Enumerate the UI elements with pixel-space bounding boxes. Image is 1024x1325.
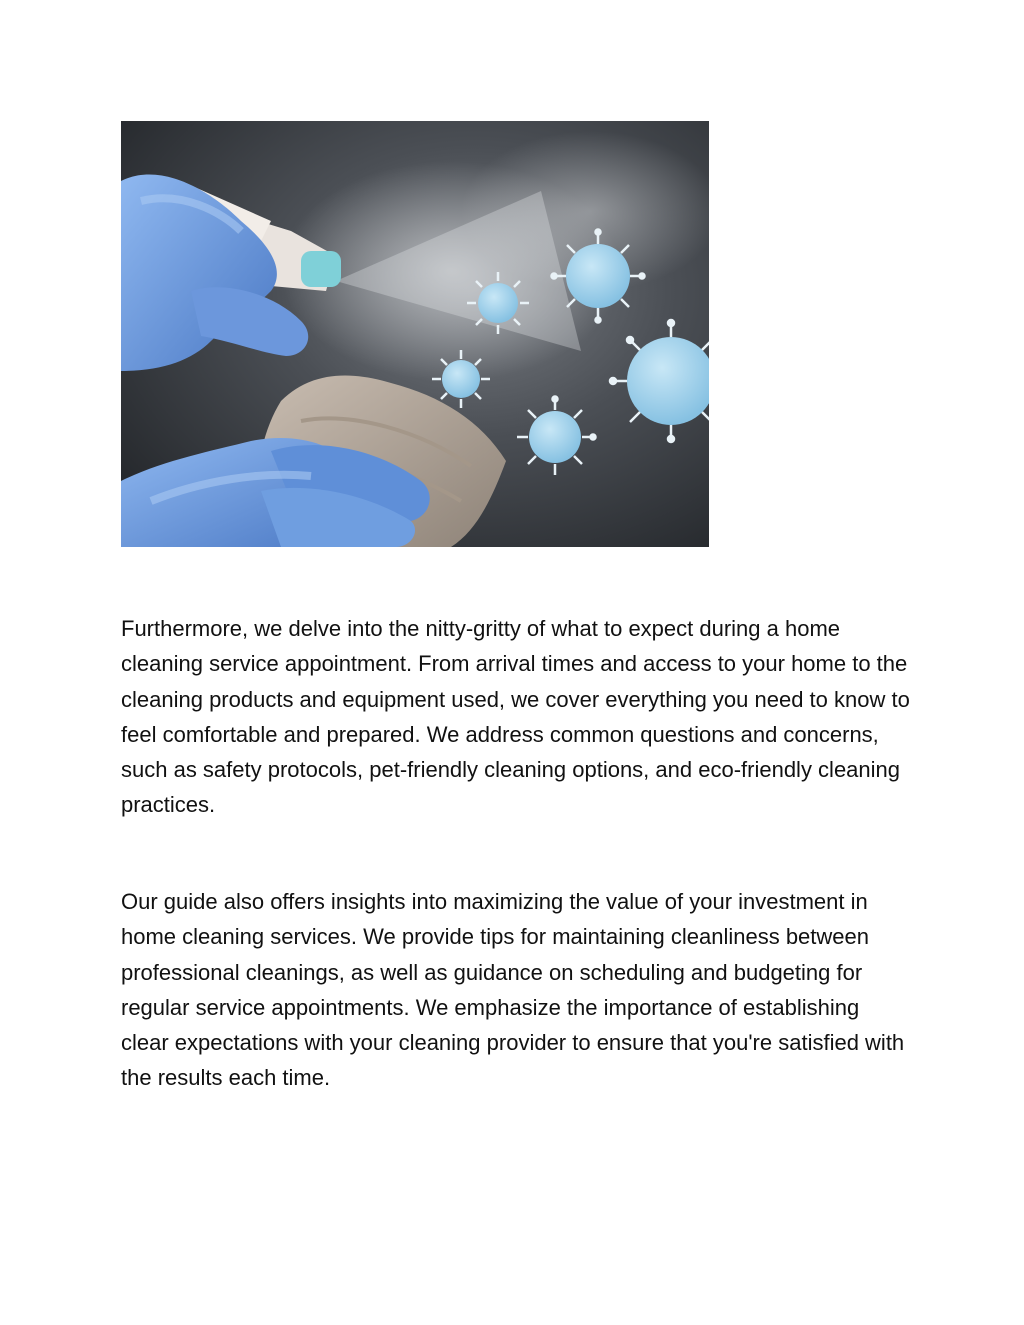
body-paragraph-2: Our guide also offers insights into maximizing the value of your investment in home cleaning services. We provide tips for maintaining cleanliness between professional cleanings, as well as guidance on scheduling and budgeting for regular service appointments. We emphasize the importance of establishing clear expectations with your cleaning provider to ensure that you're satisfied with the results each time.: [121, 889, 905, 1091]
cleaning-photo: [121, 121, 709, 547]
cleaning-spray-icon: [121, 121, 709, 547]
body-paragraph-1: Furthermore, we delve into the nitty-gritty of what to expect during a home cleaning service appointment. From arrival times and access to your home to the cleaning products and equipment used, we cover everything you need to know to feel comfortable and prepared. We address common questions and concerns, such as safety protocols, pet-friendly cleaning options, and eco-friendly cleaning practices.: [121, 616, 910, 818]
